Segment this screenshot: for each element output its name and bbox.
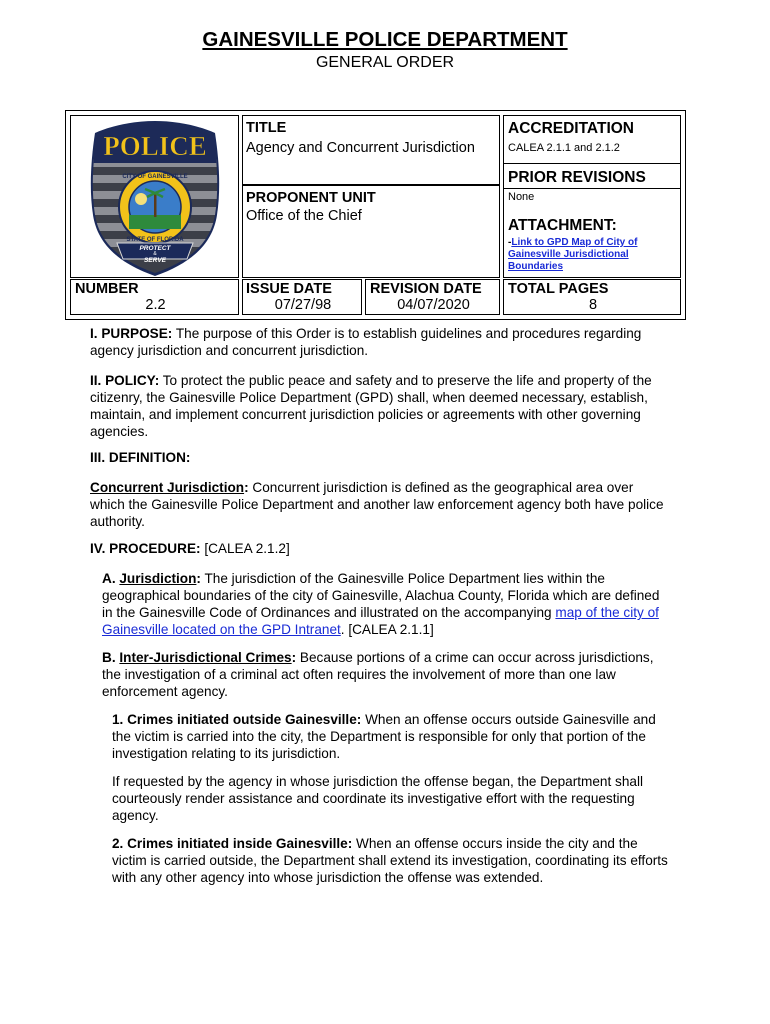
policy-text: citizenry, the Gainesville Police Department (GPD) shall, when deemed necessary, establish, [90, 390, 648, 405]
b2-text: victim is carried outside, the Department shall extend its investigation, coordinating its efforts [112, 853, 668, 868]
b-text: enforcement agency. [102, 684, 228, 699]
b-term: Inter-Jurisdictional Crimes [119, 650, 292, 665]
purpose-section [90, 325, 685, 359]
purpose-text: agency jurisdiction and concurrent jurisdiction. [90, 343, 369, 358]
total-pages-value: 8 [588, 297, 598, 313]
attachment-label: ATTACHMENT: [508, 217, 617, 234]
proponent-label: PROPONENT UNIT [246, 190, 376, 206]
attachment-link-line1[interactable]: Link to GPD Map of City of [511, 237, 638, 248]
policy-text: agencies. [90, 424, 149, 439]
issue-date-value: 07/27/98 [274, 297, 332, 313]
procedure-b [102, 649, 687, 700]
policy-text: To protect the public peace and safety and to preserve the life and property of the [159, 373, 652, 388]
badge-top-text: POLICE [103, 131, 207, 161]
b2-text: with any other agency into whose jurisdiction the offense was extended. [112, 870, 544, 885]
number-cell [70, 279, 239, 315]
b1p-text: If requested by the agency in whose jurisdiction the offense began, the Department shall [112, 774, 643, 789]
definition-colon: : [244, 480, 249, 495]
accreditation-value: CALEA 2.1.1 and 2.1.2 [508, 142, 620, 154]
map-link-continued[interactable]: Gainesville located on the GPD Intranet [102, 622, 341, 637]
a-colon: : [196, 571, 201, 586]
a-text: The jurisdiction of the Gainesville Police Department lies within the [200, 571, 605, 586]
accreditation-cell [503, 115, 681, 278]
b-text: Because portions of a crime can occur across jurisdictions, [296, 650, 654, 665]
a-tail: . [CALEA 2.1.1] [340, 622, 434, 637]
b-prefix: B. [102, 650, 120, 665]
badge-cell [70, 115, 239, 278]
revision-date-cell [365, 279, 500, 315]
title-label: TITLE [246, 120, 287, 136]
b-text: the investigation of a criminal act often requires the involvement of more than one law [102, 667, 616, 682]
b1-heading: 1. Crimes initiated outside Gainesville: [112, 712, 362, 727]
divider [503, 163, 681, 164]
definition-heading: III. DEFINITION: [90, 450, 191, 465]
revision-date-label: REVISION DATE [370, 281, 482, 297]
b1p-text: agency. [112, 808, 159, 823]
badge-banner-protect: PROTECT [139, 245, 171, 252]
b1-text: investigation relating to its jurisdiction. [112, 746, 341, 761]
definition-body [90, 479, 685, 530]
procedure-section [90, 540, 685, 557]
b1-text: the victim is carried into the city, the Department is responsible for only that portion of the [112, 729, 646, 744]
procedure-ref: [CALEA 2.1.2] [200, 541, 290, 556]
document-type: GENERAL ORDER [315, 54, 455, 71]
proponent-cell [242, 185, 500, 278]
badge-ring-bottom: STATE OF FLORIDA [126, 237, 184, 243]
badge-ring-top: CITY OF GAINESVILLE [122, 174, 188, 180]
b2-heading: 2. Crimes initiated inside Gainesville: [112, 836, 353, 851]
attachment-link-line3[interactable]: Boundaries [508, 261, 564, 272]
b2-text: When an offense occurs inside the city and the [352, 836, 638, 851]
procedure-b1-paragraph [112, 773, 687, 824]
a-term: Jurisdiction [119, 571, 197, 586]
police-badge-logo [85, 119, 225, 277]
attachment-link[interactable] [508, 237, 637, 273]
prior-revisions-value: None [508, 191, 535, 203]
definition-text: authority. [90, 514, 145, 529]
revision-date-value: 04/07/2020 [397, 297, 470, 313]
order-header-table [65, 110, 686, 320]
definition-section [90, 449, 685, 466]
policy-heading: II. POLICY: [90, 373, 160, 388]
definition-term: Concurrent Jurisdiction [90, 480, 245, 495]
prior-revisions-label: PRIOR REVISIONS [508, 169, 646, 186]
a-text: in the Gainesville Code of Ordinances and illustrated on the accompanying [102, 605, 556, 620]
number-label: NUMBER [75, 281, 139, 297]
divider [503, 188, 681, 189]
badge-banner-serve: SERVE [143, 257, 167, 264]
department-title: GAINESVILLE POLICE DEPARTMENT [202, 28, 568, 51]
policy-section [90, 372, 685, 440]
definition-text: which the Gainesville Police Department and another law enforcement agency both have police [90, 497, 664, 512]
a-prefix: A. [102, 571, 120, 586]
total-pages-cell [503, 279, 681, 315]
b1p-text: courteously render assistance and coordinate its investigative effort with the requesting [112, 791, 635, 806]
b-colon: : [291, 650, 297, 665]
attachment-link-line2[interactable]: Gainesville Jurisdictional [508, 249, 629, 260]
attachment-prefix: - [508, 237, 512, 248]
procedure-b2 [112, 835, 687, 886]
badge-banner-and: & [153, 251, 157, 257]
a-text: geographical boundaries of the city of Gainesville, Alachua County, Florida which are defined [102, 588, 660, 603]
issue-date-label: ISSUE DATE [246, 281, 332, 297]
purpose-heading: I. PURPOSE: [90, 326, 173, 341]
procedure-b1 [112, 711, 687, 762]
purpose-text: The purpose of this Order is to establish guidelines and procedures regarding [172, 326, 642, 341]
definition-text: Concurrent jurisdiction is defined as the geographical area over [248, 480, 634, 495]
policy-text: maintain, and implement concurrent jurisdiction policies or agreements with other governing [90, 407, 641, 422]
b1-text: When an offense occurs outside Gainesville and [361, 712, 656, 727]
title-cell [242, 115, 500, 185]
proponent-value: Office of the Chief [246, 208, 362, 224]
procedure-heading: IV. PROCEDURE: [90, 541, 201, 556]
accreditation-label: ACCREDITATION [508, 120, 634, 137]
map-link[interactable]: map of the city of [555, 605, 659, 620]
issue-date-cell [242, 279, 362, 315]
procedure-a [102, 570, 687, 638]
number-value: 2.2 [145, 297, 166, 313]
total-pages-label: TOTAL PAGES [508, 281, 609, 297]
title-value: Agency and Concurrent Jurisdiction [246, 140, 475, 156]
